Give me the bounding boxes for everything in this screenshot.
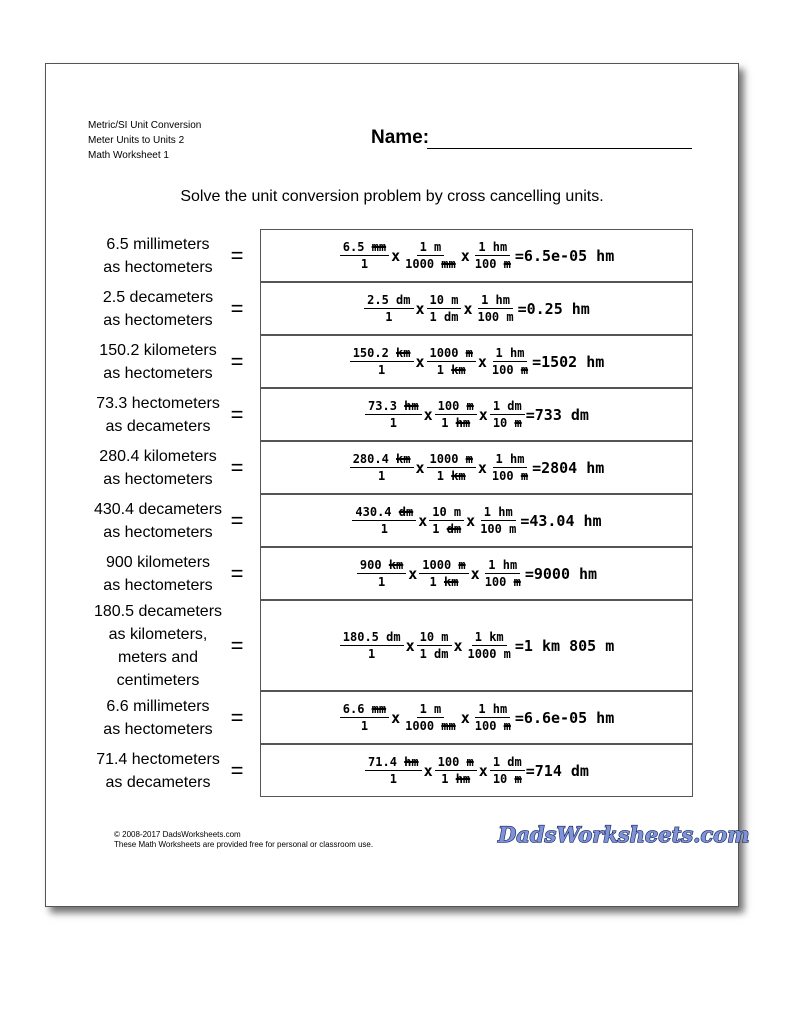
fraction-denominator: 1: [377, 363, 386, 377]
solution-result: =9000 hm: [524, 564, 598, 583]
solution-box: [260, 744, 693, 797]
fraction-denominator: 1 dm: [419, 647, 449, 661]
problem-row: [46, 547, 738, 600]
fraction-numerator: 1 hm: [475, 239, 510, 256]
question-line: as hectometers: [103, 311, 213, 329]
question-line: as hectometers: [103, 470, 213, 488]
problem-question: [88, 441, 228, 494]
question-line: as hectometers: [103, 523, 213, 541]
fraction-numerator: 1 hm: [485, 557, 520, 574]
conversion-fraction: [427, 451, 476, 484]
times-sign: x: [415, 352, 425, 371]
times-sign: x: [418, 511, 428, 530]
footer-note: These Math Worksheets are provided free for personal or classroom use.: [114, 840, 374, 849]
equals-sign: =: [230, 295, 244, 321]
question-line: 71.4 hectometers: [96, 750, 220, 768]
svg-text:DadsWorksheets.com: DadsWorksheets.com: [498, 822, 750, 847]
solution-box: [260, 282, 693, 335]
solution-result: =714 dm: [525, 761, 589, 780]
fraction-numerator: 430.4 dm: [352, 504, 416, 521]
fraction-denominator: 100 m: [484, 575, 521, 589]
fraction-numerator: 1 hm: [478, 292, 513, 309]
conversion-fraction: [490, 754, 525, 787]
conversion-fraction: [402, 239, 459, 272]
conversion-fraction: [419, 557, 468, 590]
problem-question: [88, 600, 228, 691]
problem-row: [46, 691, 738, 744]
fraction-numerator: 180.5 dm: [340, 629, 404, 646]
conversion-fraction: [364, 292, 413, 325]
conversion-fraction: [340, 701, 389, 734]
equals-sign: =: [230, 632, 244, 658]
times-sign: x: [415, 299, 425, 318]
problem-question: [88, 494, 228, 547]
fraction-denominator: 1: [360, 719, 369, 733]
times-sign: x: [405, 636, 415, 655]
conversion-fraction: [427, 292, 462, 325]
times-sign: x: [415, 458, 425, 477]
fraction-numerator: 280.4 km: [350, 451, 414, 468]
times-sign: x: [477, 458, 487, 477]
name-blank-line: [427, 148, 692, 149]
solution-result: =6.5e-05 hm: [514, 246, 615, 265]
equals-sign: =: [230, 454, 244, 480]
fraction-numerator: 10 m: [427, 292, 462, 309]
problem-row: [46, 229, 738, 282]
fraction-denominator: 1 hm: [441, 772, 471, 786]
question-line: 6.6 millimeters: [106, 697, 210, 715]
fraction-denominator: 100 m: [474, 257, 511, 271]
fraction-denominator: 100 m: [491, 469, 529, 483]
fraction-denominator: 1 km: [429, 575, 459, 589]
solution-box: [260, 691, 693, 744]
problem-row: [46, 744, 738, 797]
problem-question: [88, 547, 228, 600]
fraction-numerator: 10 m: [429, 504, 464, 521]
question-line: 430.4 decameters: [93, 500, 223, 518]
solution-box: [260, 600, 693, 691]
fraction-denominator: 1: [389, 772, 397, 786]
problem-row: [46, 494, 738, 547]
times-sign: x: [466, 511, 476, 530]
times-sign: x: [460, 246, 470, 265]
conversion-fraction: [340, 629, 404, 662]
equals-sign: =: [230, 757, 244, 783]
problem-question: [88, 691, 228, 744]
fraction-numerator: 6.5 mm: [340, 239, 389, 256]
conversion-fraction: [350, 345, 414, 378]
times-sign: x: [470, 564, 480, 583]
solution-result: =733 dm: [525, 405, 589, 424]
fraction-numerator: 6.6 mm: [340, 701, 389, 718]
question-line: 6.5 millimeters: [106, 235, 210, 253]
conversion-fraction: [472, 701, 514, 734]
times-sign: x: [408, 564, 418, 583]
solution-box: [260, 547, 693, 600]
fraction-denominator: 1000 m: [467, 647, 511, 661]
times-sign: x: [423, 761, 433, 780]
fraction-numerator: 1 hm: [481, 504, 516, 521]
question-line: as decameters: [105, 773, 211, 791]
meta-category: Metric/SI Unit Conversion: [88, 120, 202, 131]
solution-result: =2804 hm: [532, 458, 605, 477]
fraction-denominator: 1: [389, 416, 397, 430]
question-line: 180.5 decameters: [93, 602, 223, 620]
conversion-fraction: [477, 504, 519, 537]
conversion-fraction: [357, 557, 406, 590]
fraction-denominator: 10 m: [492, 772, 522, 786]
instructions: Solve the unit conversion problem by cross cancelling units.: [180, 188, 604, 205]
fraction-denominator: 1: [380, 522, 388, 536]
problem-question: [88, 335, 228, 388]
solution-box: [260, 441, 693, 494]
problem-question: [88, 229, 228, 282]
problem-row: [46, 282, 738, 335]
problem-row: [46, 388, 738, 441]
fraction-denominator: 100 m: [480, 522, 517, 536]
times-sign: x: [477, 352, 487, 371]
fraction-denominator: 1 km: [436, 363, 466, 377]
times-sign: x: [423, 405, 433, 424]
solution-result: =1 km 805 m: [514, 636, 615, 655]
fraction-denominator: 1 dm: [429, 310, 459, 324]
fraction-numerator: 1 m: [417, 239, 445, 256]
conversion-fraction: [365, 754, 422, 787]
solution-box: [260, 229, 693, 282]
conversion-fraction: [429, 504, 464, 537]
fraction-numerator: 10 m: [417, 629, 452, 646]
solution-result: =1502 hm: [532, 352, 605, 371]
fraction-numerator: 1 dm: [490, 398, 525, 415]
fraction-denominator: 1: [368, 647, 376, 661]
solution-result: =0.25 hm: [517, 299, 590, 318]
solution-box: [260, 335, 693, 388]
meta-topic: Meter Units to Units 2: [88, 135, 185, 146]
equals-sign: =: [230, 401, 244, 427]
question-line: 900 kilometers: [105, 553, 211, 571]
question-line: as hectometers: [103, 720, 213, 738]
equals-sign: =: [230, 507, 244, 533]
conversion-fraction: [350, 451, 414, 484]
conversion-fraction: [352, 504, 416, 537]
solution-result: =43.04 hm: [520, 511, 602, 530]
fraction-numerator: 1 km: [472, 629, 507, 646]
conversion-fraction: [482, 557, 524, 590]
fraction-numerator: 150.2 km: [350, 345, 414, 362]
equals-sign: =: [230, 560, 244, 586]
conversion-fraction: [474, 292, 516, 325]
problem-question: [88, 282, 228, 335]
question-line: 150.2 kilometers: [99, 341, 217, 359]
times-sign: x: [478, 761, 488, 780]
times-sign: x: [478, 405, 488, 424]
question-line: as kilometers,: [108, 625, 208, 643]
times-sign: x: [391, 246, 401, 265]
fraction-denominator: 10 m: [492, 416, 522, 430]
times-sign: x: [463, 299, 473, 318]
question-line: as hectometers: [103, 576, 213, 594]
conversion-fraction: [489, 451, 531, 484]
fraction-denominator: 100 m: [477, 310, 514, 324]
times-sign: x: [453, 636, 463, 655]
question-line: as decameters: [105, 417, 211, 435]
solution-box: [260, 494, 693, 547]
fraction-denominator: 1000 mm: [405, 719, 456, 733]
question-line: as hectometers: [103, 258, 213, 276]
footer-copyright: © 2008-2017 DadsWorksheets.com: [114, 830, 241, 839]
fraction-numerator: 1000 m: [427, 345, 476, 362]
fraction-numerator: 900 km: [357, 557, 406, 574]
problem-question: [88, 388, 228, 441]
problem-row: [46, 441, 738, 494]
conversion-fraction: [417, 629, 452, 662]
problem-question: [88, 744, 228, 797]
footer: [114, 830, 373, 850]
times-sign: x: [391, 708, 401, 727]
equals-sign: =: [230, 242, 244, 268]
solution-result: =6.6e-05 hm: [514, 708, 615, 727]
conversion-fraction: [427, 345, 476, 378]
fraction-numerator: 1 hm: [475, 701, 510, 718]
question-line: 73.3 hectometers: [96, 394, 220, 412]
fraction-numerator: 73.3 hm: [365, 398, 422, 415]
fraction-denominator: 1 dm: [432, 522, 462, 536]
question-line: 2.5 decameters: [102, 288, 214, 306]
dadsworksheets-logo: [496, 816, 750, 850]
fraction-numerator: 1 hm: [493, 345, 528, 362]
times-sign: x: [460, 708, 470, 727]
fraction-denominator: 1: [377, 469, 386, 483]
conversion-fraction: [340, 239, 389, 272]
fraction-numerator: 2.5 dm: [364, 292, 413, 309]
equals-sign: =: [230, 704, 244, 730]
conversion-fraction: [402, 701, 459, 734]
question-line: as hectometers: [103, 364, 213, 382]
meta-worksheet-number: Math Worksheet 1: [88, 150, 169, 161]
equals-sign: =: [230, 348, 244, 374]
fraction-numerator: 1000 m: [427, 451, 476, 468]
fraction-numerator: 100 m: [435, 754, 477, 771]
fraction-numerator: 71.4 hm: [365, 754, 422, 771]
name-label: Name:: [371, 127, 430, 148]
question-line: centimeters: [116, 671, 200, 689]
problem-row: [46, 335, 738, 388]
fraction-numerator: 1 dm: [490, 754, 525, 771]
fraction-denominator: 1: [377, 575, 386, 589]
conversion-fraction: [435, 398, 477, 431]
fraction-denominator: 1000 mm: [405, 257, 456, 271]
fraction-denominator: 100 m: [491, 363, 529, 377]
conversion-fraction: [435, 754, 477, 787]
fraction-numerator: 100 m: [435, 398, 477, 415]
question-line: 280.4 kilometers: [99, 447, 217, 465]
worksheet-meta: [88, 118, 201, 163]
fraction-denominator: 1: [385, 310, 393, 324]
fraction-denominator: 1 km: [436, 469, 466, 483]
conversion-fraction: [489, 345, 531, 378]
solution-box: [260, 388, 693, 441]
conversion-fraction: [472, 239, 514, 272]
fraction-denominator: 1: [360, 257, 369, 271]
conversion-fraction: [465, 629, 514, 662]
fraction-denominator: 1 hm: [441, 416, 471, 430]
problem-row: [46, 600, 738, 691]
question-line: meters and: [117, 648, 199, 666]
worksheet-page: [45, 63, 750, 907]
conversion-fraction: [365, 398, 422, 431]
conversion-fraction: [490, 398, 525, 431]
fraction-numerator: 1 m: [417, 701, 445, 718]
fraction-denominator: 100 m: [474, 719, 511, 733]
fraction-numerator: 1 hm: [493, 451, 528, 468]
fraction-numerator: 1000 m: [419, 557, 468, 574]
